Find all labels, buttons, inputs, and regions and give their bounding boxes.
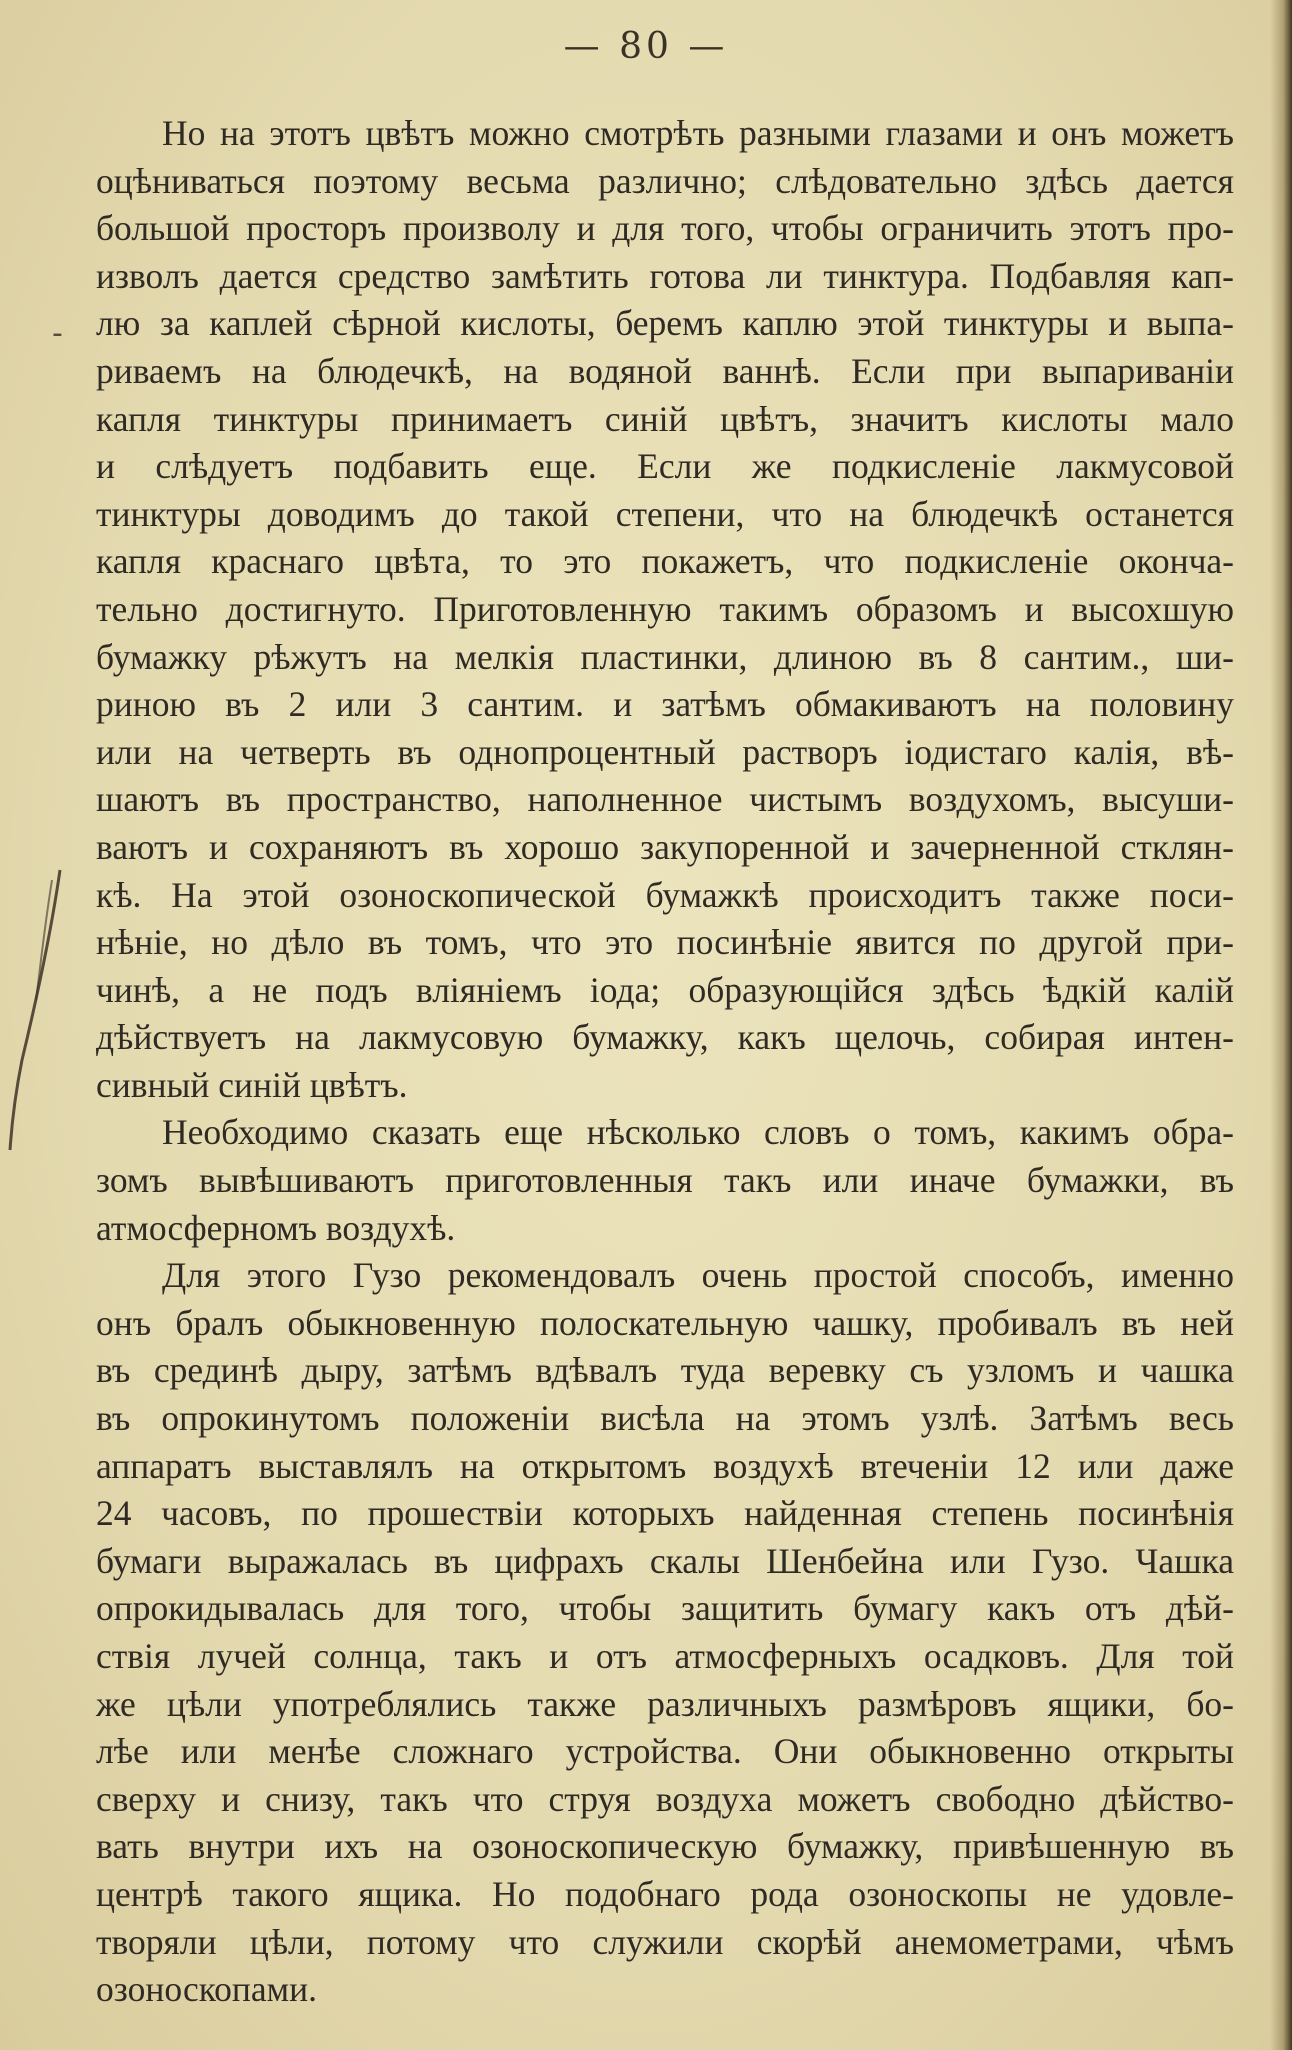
paragraph [96,1109,1234,1252]
page-edge-shadow [1270,0,1292,2050]
text-line: сивный синiй цвѣтъ. [96,1064,408,1105]
text-line: сверху и снизу, такъ что струя воздуха можетъ свободно дѣйство- [96,1778,1234,1819]
text-line: въ срединѣ дыру, затѣмъ вдѣвалъ туда веревку съ узломъ и чашка [96,1350,1234,1391]
text-line: центрѣ такого ящика. Но подобнаго рода озоноскопы не удовле- [96,1873,1234,1914]
text-line: ваютъ и сохраняютъ въ хорошо закупоренной и зачерненной стклян- [96,826,1234,867]
text-line: Для этого Гузо рекомендовалъ очень простой способъ, именно [162,1255,1234,1296]
text-line: лѣе или менѣе сложнаго устройства. Они обыкновенно открыты [96,1731,1234,1772]
pencil-margin-stroke [0,860,70,1160]
text-line: же цѣли употреблялись также различныхъ размѣровъ ящики, бо- [96,1683,1234,1724]
text-line: озоноскопами. [96,1969,317,2010]
text-line: или на четверть въ однопроцентный растворъ iодистаго калiя, вѣ- [96,731,1234,772]
text-line: риною въ 2 или 3 сантим. и затѣмъ обмакиваютъ на половину [96,684,1234,725]
text-line: лю за каплей сѣрной кислоты, беремъ каплю этой тинктуры и выпа- [96,303,1234,344]
text-line: вать внутри ихъ на озоноскопическую бумажку, привѣшенную въ [96,1826,1234,1867]
text-line: изволъ дается средство замѣтить готова ли тинктура. Подбавляя кап- [96,255,1234,296]
text-line: аппаратъ выставлялъ на открытомъ воздухѣ втеченiи 12 или даже [96,1445,1234,1486]
text-line: риваемъ на блюдечкѣ, на водяной ваннѣ. Если при выпариванiи [96,350,1234,391]
paragraph [96,110,1234,1109]
text-line: бумаги выражалась въ цифрахъ скалы Шенбейна или Гузо. Чашка [96,1540,1234,1581]
text-line: тинктуры доводимъ до такой степени, что на блюдечкѣ останется [96,493,1234,534]
text-line: Но на этотъ цвѣтъ можно смотрѣть разными глазами и онъ можетъ [162,113,1234,153]
text-line: шаютъ въ пространство, наполненное чистымъ воздухомъ, высуши- [96,779,1234,820]
text-line: тельно достигнуто. Приготовленную такимъ образомъ и высохшую [96,588,1234,629]
text-line: онъ бралъ обыкновенную полоскательную чашку, пробивалъ въ ней [96,1302,1234,1343]
text-line: зомъ вывѣшиваютъ приготовленныя такъ или иначе бумажки, въ [96,1160,1234,1201]
text-line: капля тинктуры принимаетъ синiй цвѣтъ, значитъ кислоты мало [96,398,1234,439]
text-line: капля краснаго цвѣта, то это покажетъ, что подкисленiе оконча- [96,541,1234,582]
margin-dash-mark: - [52,316,63,351]
text-line: и слѣдуетъ подбавить еще. Если же подкисленiе лакмусовой [96,446,1234,487]
text-line: 24 часовъ, по прошествiи которыхъ найденная степень посинѣнiя [96,1493,1234,1534]
text-line: кѣ. На этой озоноскопической бумажкѣ происходитъ также поси- [96,874,1234,915]
text-line: творяли цѣли, потому что служили скорѣй анемометрами, чѣмъ [96,1921,1234,1962]
text-line: опрокидывалась для того, чтобы защитить бумагу какъ отъ дѣй- [96,1588,1234,1629]
text-line: ствiя лучей солнца, такъ и отъ атмосферныхъ осадковъ. Для той [96,1636,1234,1676]
text-line: въ опрокинутомъ положенiи висѣла на этомъ узлѣ. Затѣмъ весь [96,1398,1234,1439]
paragraph [96,1252,1234,2014]
text-line: дѣйствуетъ на лакмусовую бумажку, какъ щелочь, собирая интен- [96,1017,1234,1058]
text-line: нѣнiе, но дѣло въ томъ, что это посинѣнiе явится по другой при- [96,922,1234,963]
text-line: большой просторъ произволу и для того, чтобы ограничить этотъ про- [96,208,1234,249]
text-line: бумажку рѣжутъ на мелкiя пластинки, длиною въ 8 сантим., ши- [96,636,1234,677]
text-line: оцѣниваться поэтому весьма различно; слѣдовательно здѣсь дается [96,160,1234,201]
text-line: чинѣ, а не подъ влiянiемъ iода; образующiйся здѣсь ѣдкiй калiй [96,969,1234,1010]
text-line: атмосферномъ воздухѣ. [96,1207,456,1248]
text-line: Необходимо сказать еще нѣсколько словъ о томъ, какимъ обра- [162,1112,1234,1153]
body-text [96,110,1234,2014]
page-number: — 80 — [563,26,729,67]
